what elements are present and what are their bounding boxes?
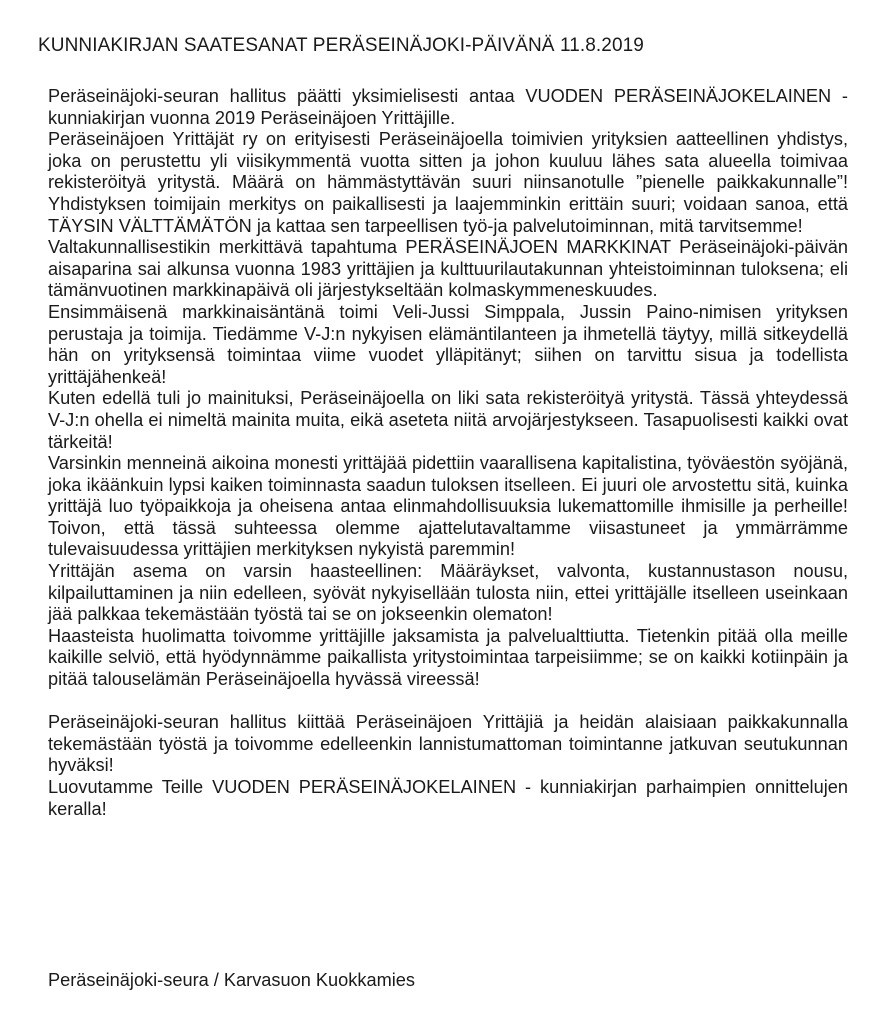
paragraph-award-decision: Peräseinäjoki-seuran hallitus päätti yksimielisesti antaa VUODEN PERÄSEINÄJOKELAINEN - kunniakirjan vuonna 2019 Peräseinäjoen Yrittäjille. xyxy=(48,86,848,128)
document-title: KUNNIAKIRJAN SAATESANAT PERÄSEINÄJOKI-PÄIVÄNÄ 11.8.2019 xyxy=(38,35,644,56)
signature-line: Peräseinäjoki-seura / Karvasuon Kuokkamies xyxy=(48,970,415,990)
paragraph-support-local: Haasteista huolimatta toivomme yrittäjille jaksamista ja palvelualttiutta. Tietenkin pitää olla meille kaikille selviö, että hyödynnämme paikallista yritystoimintaa tarpeisiimme; se on kaikki kotiinpäin ja pitää talouselämän Peräseinäjoella hyvässä vireessä! xyxy=(48,625,848,690)
paragraph-challenges: Yrittäjän asema on varsin haasteellinen: Määräykset, valvonta, kustannustason nousu, kilpailuttaminen ja niin edelleen, syövät nykyisellään tulosta niin, ettei yrittäjälle itselleen useinkaan jää palkkaa tekemästään työstä tai se on jokseenkin olematon! xyxy=(48,561,848,625)
paragraph-market-history: Valtakunnallisestikin merkittävä tapahtuma PERÄSEINÄJOEN MARKKINAT Peräseinäjoki-päivän aisaparina sai alkunsa vuonna 1983 yrittäjien ja kulttuurilautakunnan yhteistoiminnan tuloksena; eli tämänvuotinen markkinapäivä oli järjestykseltään kolmaskymmeneskuudes. xyxy=(48,237,848,301)
document-body xyxy=(48,86,848,820)
paragraph-association: Peräseinäjoen Yrittäjät ry on erityisesti Peräseinäjoella toimivien yrityksien aatteellinen yhdistys, joka on perustettu yli viisikymmentä vuotta sitten ja johon kuuluu lähes sata alueella toimivaa rekisteröityä yritystä. Määrä on hämmästyttävän suuri niinsanotulle ”pienelle paikkakunnalle”! Yhdistyksen toimijain merkitys on paikallisesti ja laajemminkin erittäin suuri; voidaan sanoa, että TÄYSIN VÄLTTÄMÄTÖN ja kattaa sen tarpeellisen työ-ja palvelutoiminnan, mitä tarvitsemme! xyxy=(48,129,848,236)
paragraph-gap xyxy=(48,691,848,713)
paragraph-first-host: Ensimmäisenä markkinaisäntänä toimi Veli-Jussi Simppala, Jussin Paino-nimisen yrityksen perustaja ja toimija. Tiedämme V-J:n nykyisen elämäntilanteen ja ihmetellä täytyy, millä sitkeydellä hän on yrityksensä toimintaa viime vuodet ylläpitänyt; siihen on tarvittu sisua ja todellista yrittäjähenkeä! xyxy=(48,301,848,387)
paragraph-presentation: Luovutamme Teille VUODEN PERÄSEINÄJOKELAINEN - kunniakirjan parhaimpien onnittelujen keralla! xyxy=(48,777,848,819)
paragraph-thanks: Peräseinäjoki-seuran hallitus kiittää Peräseinäjoen Yrittäjiä ja heidän alaisiaan paikkakunnalla tekemästään työstä ja toivomme edelleenkin lannistumattoman toimintanne jatkuvan seutukunnan hyväksi! xyxy=(48,712,848,776)
paragraph-registered-companies: Kuten edellä tuli jo mainituksi, Peräseinäjoella on liki sata rekisteröityä yritystä. Tässä yhteydessä V-J:n ohella ei nimeltä mainita muita, eikä aseteta niitä arvojärjestykseen. Tasapuolisesti kaikki ovat tärkeitä! xyxy=(48,388,848,452)
paragraph-entrepreneur-image: Varsinkin menneinä aikoina monesti yrittäjää pidettiin vaarallisena kapitalistina, työväestön syöjänä, joka ikäänkuin lypsi kaiken toiminnasta saadun tuloksen itselleen. Ei juuri ole arvostettu sitä, kuinka yrittäjä luo työpaikkoja ja oheisena antaa elinmahdollisuuksia lukemattomille ihmisille ja perheille! Toivon, että tässä suhteessa olemme ajattelutavaltamme viisastuneet ja ymmärrämme tulevaisuudessa yrittäjien merkityksen nykyistä paremmin! xyxy=(48,453,848,560)
